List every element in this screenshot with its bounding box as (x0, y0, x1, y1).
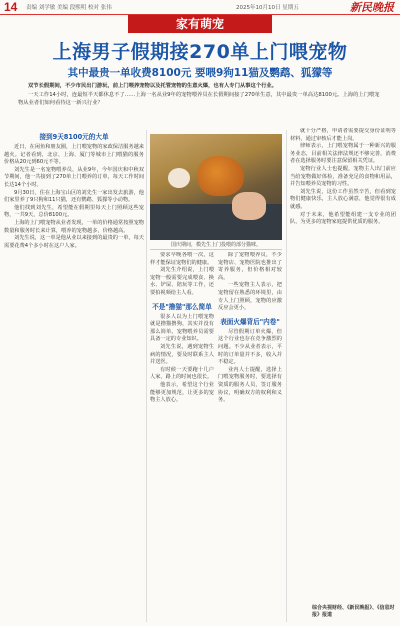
paragraph: 尽管假期订单火爆，但这个行业也存在竞争激烈的问题。不少从业者表示，平时的订单量并不多，收入并不稳定。 (218, 328, 282, 366)
subtitle-1: 接到9天8100元的大单 (39, 133, 109, 141)
paragraph: 9月30日，住在上海宝山区的刘先生一家出发去旅游，他们家里养了9只狗和11只猫，还有鹦鹉、狐獴等小动物。 (4, 189, 144, 204)
caption-rule (150, 249, 282, 250)
photo-person-face (168, 168, 190, 188)
lead-line-2: 一天工作14小时，连最短半天都休息不了……上海一名从业9年的宠物喂养员在长假期间接了270单生意，其中最贵一单高达8100元。上海的上门喂宠物从业者们如何看待这一新兴行业？ (18, 92, 380, 106)
paragraph: 除了宠物喂养员，不少宠物店、宠物医院也推出了寄养服务，但价格相对较高。 (218, 252, 282, 281)
paragraph: 刘先生说，这份工作虽然辛苦，但看到宠物们健康快乐，主人放心满意，他觉得很有成就感。 (290, 188, 396, 210)
paragraph: 上海的上门喂宠物从业者发现，一单的价格通常按照宠物数量和服务时长来计算，喂养的宠物越多，价格越高。 (4, 219, 144, 234)
subtitle-2: 不是"撸猫"那么简单 (152, 302, 212, 311)
paragraph: 业内人士提醒，选择上门喂宠物服务时，要选择有资质的服务人员，签订服务协议，明确双方的权利和义务。 (218, 366, 282, 404)
photo-caption: 国庆期间，模先生上门投喂的部分猫咪。 (170, 242, 261, 248)
photo-fox (198, 156, 244, 196)
newspaper-logo: 新民晚报 (350, 1, 394, 14)
editor-credits: 责编 刘学敏 美编 段熙明 校对 张伟 (26, 5, 112, 11)
paragraph: 近日，在闲鱼和朋友圈，上门喂宠物的家政保洁服务越来越火。记者看到，北京、上海、厦门等城市上门喂猫的服务价格从20元到60元不等。 (4, 144, 144, 166)
paragraph: 刘先生介绍说，上门喂宠物一般需要完成喂食、换水、铲屎、陪玩等工作，还要拍视频给主人看。 (150, 267, 214, 296)
paragraph: 一些宠物主人表示，把宠物留在熟悉的环境里，由专人上门照顾，宠物的应激反应会更小。 (218, 282, 282, 312)
lead-line-1: 双节长假期间，不少市民出门游玩，前上门喂养宠物以及托管宠物的生意火爆，也有人专门从事这个行业。 (28, 83, 277, 89)
paragraph: 要求早晚各喂一次，这样才能保证宠物们的健康。 (150, 252, 214, 266)
paragraph: 刘先生说，遇到宠物生病的情况，要及时联系主人并送医。 (150, 343, 214, 366)
article-column-3 (218, 252, 282, 622)
lead-paragraph (18, 82, 382, 108)
paragraph: 就十分严格，申请者需要提交身份证明等材料，通过审核后才能上岗。 (290, 128, 396, 142)
paragraph: 律师表示，上门喂宠物属于一种新兴的服务业态，目前相关法律法规还不够完善，消费者在选择服务时要注意保留相关凭证。 (290, 143, 396, 165)
source-note: 综合央视财经、《新民晚报》、《信息时报》报道 (312, 605, 395, 618)
issue-date: 2025年10月10日 星期五 (236, 5, 299, 11)
section-banner: 家有萌宠 (128, 15, 272, 33)
paragraph: 他们找到刘先生，希望能在假期里每天上门照顾这些宠物，一共9天，总价8100元。 (4, 204, 144, 219)
column-divider (286, 130, 287, 622)
column-divider (146, 130, 147, 622)
subheadline: 其中最贵一单收费8100元 要喂9狗11猫及鹦鹉、狐獴等 (67, 67, 333, 79)
paragraph: 有时候一天要跑十几户人家，路上的时间也很长。 (150, 366, 214, 381)
headline: 上海男子假期接270单上门喂宠物 (52, 41, 348, 63)
paragraph: 对于未来，他希望能组建一支专业的团队，为更多的宠物家庭提供优质的服务。 (290, 211, 396, 226)
page-number: 14 (4, 0, 18, 14)
photo-hand (232, 192, 266, 220)
article-column-4 (290, 128, 396, 600)
page-header (0, 0, 400, 15)
article-column-2 (150, 252, 214, 622)
subtitle-3: 表面火爆背后"内卷" (220, 317, 280, 326)
paragraph: 宠物行业人士也提醒，宠物主人出门前应当给宠物做好体检，准备充足的食物和用品，并告知喂养员宠物的习性。 (290, 165, 396, 188)
paragraph: 刘先生是一名宠物喂养员，从业9年，今年国庆和中秋双节期间，他一共接到了270单上门喂养的订单，每天工作时间长达14个小时。 (4, 166, 144, 188)
paragraph: 很多人以为上门喂宠物就是撸猫撸狗，其实并没有那么简单。宠物喂养员需要具备一定的专业知识。 (150, 313, 214, 343)
paragraph: 他表示，希望这个行业能够更加规范，让更多的宠物主人放心。 (150, 381, 214, 404)
pet-photo (150, 134, 282, 240)
paragraph: 刘先生说，这一单是他从业以来接到的最贵的一单，每天需要花费4个多小时在这户人家。 (4, 235, 144, 249)
article-column-1 (4, 128, 144, 622)
